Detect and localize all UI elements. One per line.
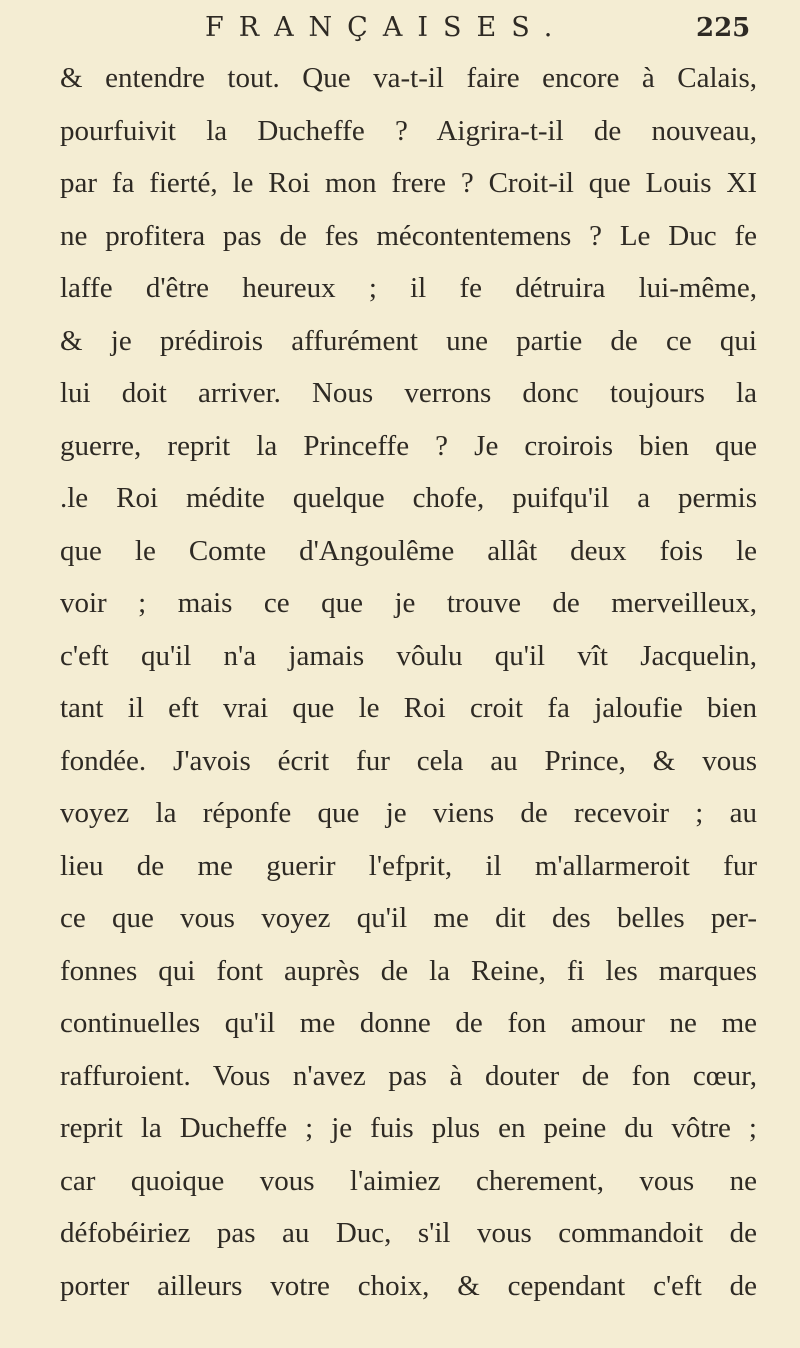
text-line: que le Comte d'Angoulême allât deux fois le bbox=[60, 534, 757, 567]
text-line: ne profitera pas de fes mécontentemens ? Le Duc fe bbox=[60, 219, 757, 252]
text-line: car quoique vous l'aimiez cherement, vous ne bbox=[60, 1164, 757, 1197]
text-line: fonnes qui font auprès de la Reine, fi les marques bbox=[60, 954, 757, 987]
text-line: par fa fierté, le Roi mon frere ? Croit-il que Louis XI bbox=[60, 167, 757, 199]
text-line: .le Roi médite quelque chofe, puifqu'il a permis bbox=[60, 482, 757, 514]
text-line: reprit la Ducheffe ; je fuis plus en peine du vôtre ; bbox=[60, 1112, 757, 1144]
text-line: pourfuivit la Ducheffe ? Aigrira-t-il de nouveau, bbox=[60, 114, 757, 147]
text-line: voyez la réponfe que je viens de recevoir ; au bbox=[60, 797, 757, 829]
page-header bbox=[0, 8, 800, 48]
text-line: continuelles qu'il me donne de fon amour ne me bbox=[60, 1007, 757, 1039]
text-line: porter ailleurs votre choix, & cependant c'eft de bbox=[60, 1269, 757, 1302]
body-text bbox=[60, 52, 757, 1312]
text-line: raffuroient. Vous n'avez pas à douter de fon cœur, bbox=[60, 1059, 757, 1092]
text-line: & je prédirois affurément une partie de ce qui bbox=[60, 324, 757, 357]
text-line: voir ; mais ce que je trouve de merveilleux, bbox=[60, 587, 757, 619]
running-title: FRANÇAISES. bbox=[205, 12, 568, 43]
text-line: fondée. J'avois écrit fur cela au Prince, & vous bbox=[60, 744, 757, 777]
text-line: ce que vous voyez qu'il me dit des belles per- bbox=[60, 902, 757, 934]
text-line: laffe d'être heureux ; il fe détruira lui-même, bbox=[60, 272, 757, 304]
text-line: & entendre tout. Que va-t-il faire encore à Calais, bbox=[60, 62, 757, 94]
text-line: lui doit arriver. Nous verrons donc toujours la bbox=[60, 377, 757, 409]
text-line: défobéiriez pas au Duc, s'il vous commandoit de bbox=[60, 1217, 757, 1249]
text-line: guerre, reprit la Princeffe ? Je croirois bien que bbox=[60, 429, 757, 462]
page-number: 225 bbox=[696, 13, 751, 43]
text-line: c'eft qu'il n'a jamais vôulu qu'il vît Jacquelin, bbox=[60, 639, 757, 672]
text-line: tant il eft vrai que le Roi croit fa jaloufie bien bbox=[60, 692, 757, 724]
text-line: lieu de me guerir l'efprit, il m'allarmeroit fur bbox=[60, 849, 757, 882]
